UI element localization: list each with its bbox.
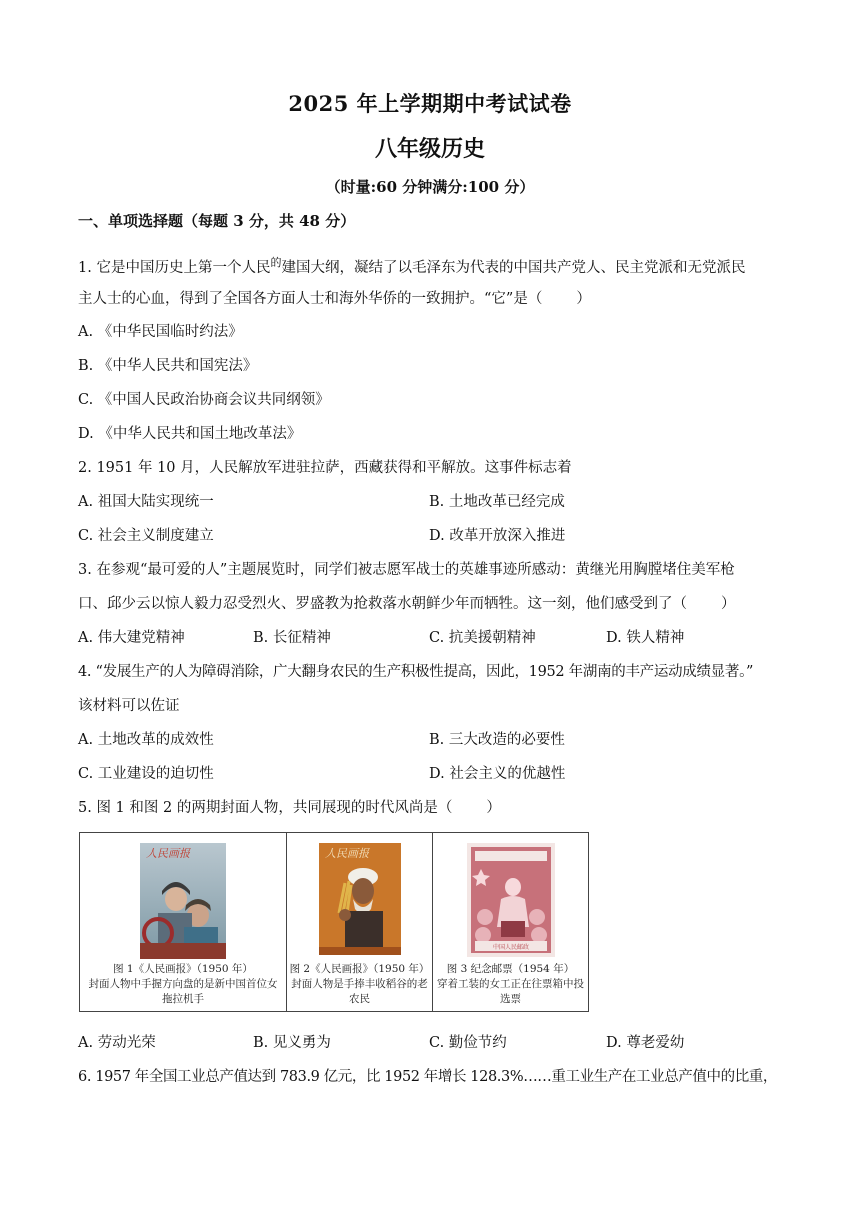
- magazine-cover-2-image: [319, 843, 401, 955]
- svg-text:人民画报: 人民画报: [325, 847, 369, 860]
- q3-option-a[interactable]: A. 伟大建党精神: [78, 630, 185, 646]
- q2-option-d[interactable]: D. 改革开放深入推进: [429, 528, 566, 544]
- figure-1-caption: 图 1《人民画报》（1950 年） 封面人物中手握方向盘的是新中国首位女 拖拉机手: [88, 963, 278, 1005]
- q2-stem: 2. 1951 年 10 月，人民解放军进驻拉萨，西藏获得和平解放。这事件标志着: [78, 460, 572, 476]
- q2-option-b[interactable]: B. 土地改革已经完成: [429, 494, 565, 510]
- figure-3: [432, 833, 588, 1011]
- exam-title: 2025 年上学期期中考试试卷: [288, 91, 572, 116]
- figure-2-caption: 图 2《人民画报》（1950 年） 封面人物是手捧丰收稻谷的老 农民: [289, 963, 430, 1005]
- figure-1: [80, 833, 286, 1011]
- time-score-note: （时量:60 分钟满分:100 分）: [325, 178, 535, 196]
- q5-option-b[interactable]: B. 见义勇为: [253, 1035, 331, 1051]
- q1-stem-line1: 1. 它是中国历史上第一个人民$^的$建国大纲，凝结了以毛泽东为代表的中国共产党人、民主党派和无党派民: [78, 256, 746, 276]
- q3-option-d[interactable]: D. 铁人精神: [606, 630, 685, 646]
- stamp-image: [467, 843, 555, 957]
- q2-option-a[interactable]: A. 祖国大陆实现统一: [78, 494, 214, 510]
- q4-stem-line1: 4. “发展生产的人为障碍消除，广大翻身农民的生产积极性提高，因此，1952 年湖南的丰产运动成绩显著。”: [78, 664, 754, 680]
- q3-option-c[interactable]: C. 抗美援朝精神: [429, 630, 536, 646]
- svg-text:人民画报: 人民画报: [146, 847, 190, 860]
- q4-option-d[interactable]: D. 社会主义的优越性: [429, 766, 566, 782]
- section-heading: 一、单项选择题（每题 3 分，共 48 分）: [78, 212, 356, 230]
- q1-option-a[interactable]: A. 《中华民国临时约法》: [78, 324, 243, 340]
- q5-option-a[interactable]: A. 劳动光荣: [78, 1035, 156, 1051]
- q5-option-c[interactable]: C. 勤俭节约: [429, 1035, 507, 1051]
- q5-option-d[interactable]: D. 尊老爱幼: [606, 1035, 685, 1051]
- q4-option-b[interactable]: B. 三大改造的必要性: [429, 732, 565, 748]
- q5-stem: 5. 图 1 和图 2 的两期封面人物，共同展现的时代风尚是（ ）: [78, 800, 501, 816]
- q1-option-d[interactable]: D. 《中华人民共和国土地改革法》: [78, 426, 302, 442]
- q1-option-b[interactable]: B. 《中华人民共和国宪法》: [78, 358, 258, 374]
- q4-option-a[interactable]: A. 土地改革的成效性: [78, 732, 214, 748]
- q6-stem-line1: 6. 1957 年全国工业总产值达到 783.9 亿元，比 1952 年增长 128.3%……重工业生产在工业总产值中的比重，: [78, 1069, 777, 1085]
- grade-subject: 八年级历史: [374, 136, 485, 162]
- q1-option-c[interactable]: C. 《中国人民政治协商会议共同纲领》: [78, 392, 330, 408]
- figure-2: [286, 833, 432, 1011]
- q1-stem-line2: 主人士的心血，得到了全国各方面人士和海外华侨的一致拥护。“它”是（ ）: [78, 291, 591, 307]
- q3-stem-line1: 3. 在参观“最可爱的人”主题展览时，同学们被志愿军战士的英雄事迹所感动：黄继光用胸膛堵住美军枪: [78, 562, 735, 578]
- q4-option-c[interactable]: C. 工业建设的迫切性: [78, 766, 214, 782]
- q2-option-c[interactable]: C. 社会主义制度建立: [78, 528, 214, 544]
- figure-3-caption: 图 3 纪念邮票（1954 年） 穿着工装的女工正在往票箱中投 选票: [437, 963, 584, 1005]
- q3-option-b[interactable]: B. 长征精神: [253, 630, 331, 646]
- q3-stem-line2: 口、邱少云以惊人毅力忍受烈火、罗盛教为抢救落水朝鲜少年而牺牲。这一刻，他们感受到了（ ）: [78, 596, 736, 612]
- q4-stem-line2: 该材料可以佐证: [78, 698, 180, 714]
- q5-figure-table: [79, 832, 589, 1012]
- svg-text:中国人民邮政: 中国人民邮政: [492, 944, 530, 951]
- magazine-cover-1-image: [140, 843, 226, 959]
